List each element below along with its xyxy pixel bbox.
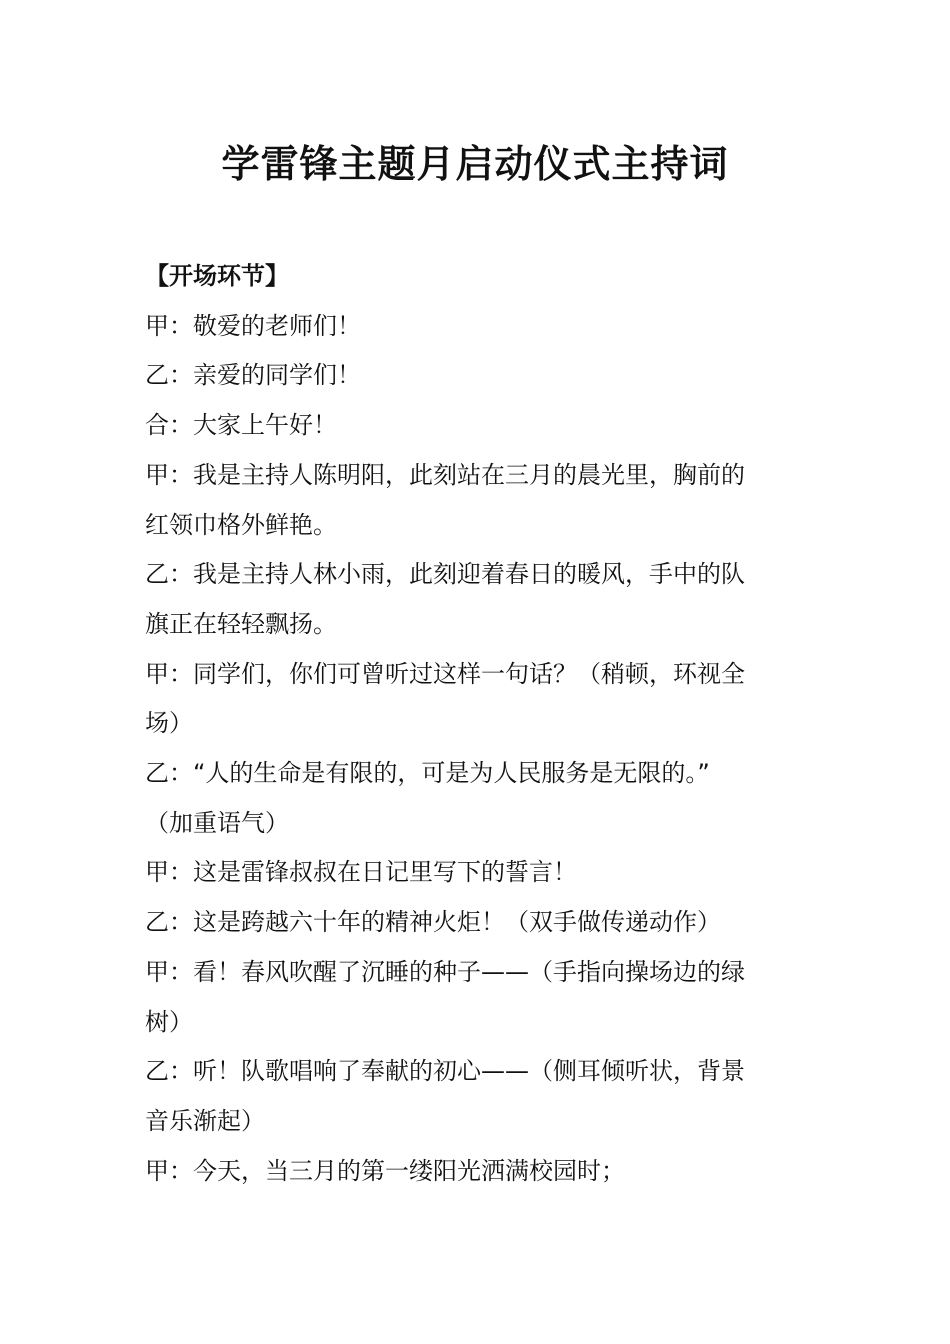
text-line: 甲：这是雷锋叔叔在日记里写下的誓言！ [145,858,577,887]
text-line: 场） [145,709,193,738]
text-line: 甲：我是主持人陈明阳，此刻站在三月的晨光里，胸前的 [145,460,745,489]
text-line: 乙：“人的生命是有限的，可是为人民服务是无限的。” [145,759,710,788]
text-line: 乙：听！队歌唱响了奉献的初心——（侧耳倾听状，背景 [145,1057,745,1086]
text-line: 乙：这是跨越六十年的精神火炬！（双手做传递动作） [145,908,721,937]
text-line: 乙：亲爱的同学们！ [145,361,361,390]
section-heading: 【开场环节】 [145,262,289,290]
document-body [145,252,815,1196]
text-line: 合：大家上午好！ [145,411,337,440]
document-title: 学雷锋主题月启动仪式主持词 [221,142,729,186]
text-line: 红领巾格外鲜艳。 [145,510,337,539]
text-line: 旗正在轻轻飘扬。 [145,609,337,638]
text-line: 树） [145,1007,193,1036]
text-line: 甲：敬爱的老师们！ [145,311,361,340]
text-line: 乙：我是主持人林小雨，此刻迎着春日的暖风，手中的队 [145,560,745,589]
text-line: 甲：今天，当三月的第一缕阳光洒满校园时； [145,1156,625,1185]
text-line: 音乐渐起） [145,1106,265,1135]
text-line: 甲：看！春风吹醒了沉睡的种子——（手指向操场边的绿 [145,957,745,986]
text-line: 甲：同学们，你们可曾听过这样一句话？（稍顿，环视全 [145,659,745,688]
text-line: （加重语气） [145,808,289,837]
